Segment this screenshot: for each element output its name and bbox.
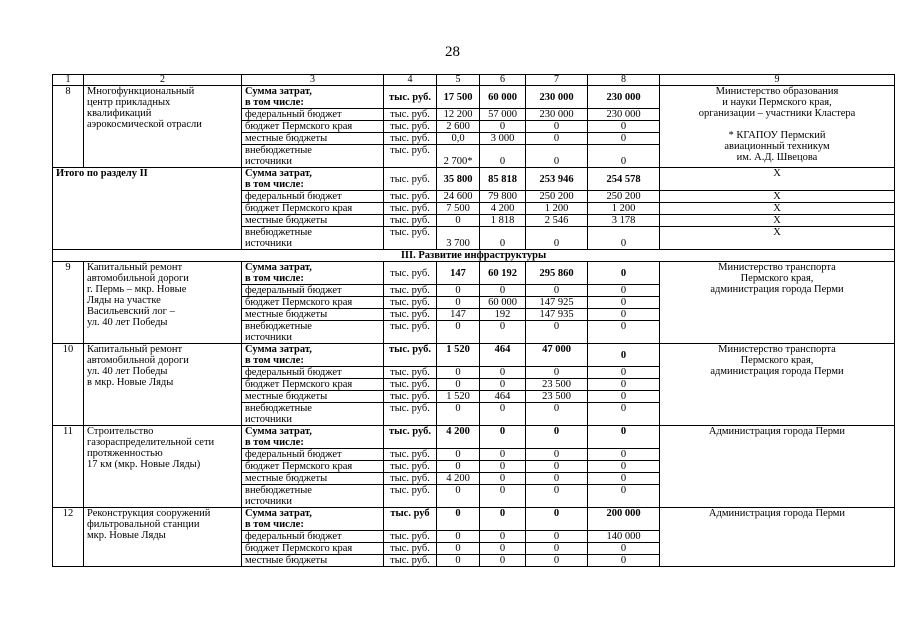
value-cell: 0,0: [437, 133, 480, 145]
value-cell: 0: [480, 485, 526, 508]
source-label: бюджет Пермского края: [242, 379, 384, 391]
value-cell: 2 546: [526, 215, 588, 227]
col-header: 4: [384, 75, 437, 86]
value-cell: 464: [480, 344, 526, 367]
sum-label: Сумма затрат, в том числе:: [242, 262, 384, 285]
value-cell: 0: [588, 379, 660, 391]
value-cell: 0: [588, 449, 660, 461]
unit: тыс. руб.: [384, 391, 437, 403]
value-cell: 1 200: [588, 203, 660, 215]
page-number: 28: [445, 44, 460, 60]
value-cell: 0: [480, 379, 526, 391]
value-cell: 192: [480, 309, 526, 321]
unit: тыс. руб.: [384, 485, 437, 508]
table-row: [53, 168, 895, 191]
value-cell: 0: [526, 321, 588, 344]
unit: тыс. руб.: [384, 262, 437, 285]
value-cell: 79 800: [480, 191, 526, 203]
source-label: бюджет Пермского края: [242, 461, 384, 473]
value-cell: 0: [480, 227, 526, 250]
value-cell: 230 000: [588, 86, 660, 109]
unit: тыс. руб.: [384, 449, 437, 461]
value-cell: 0: [437, 461, 480, 473]
value-cell: 4 200: [480, 203, 526, 215]
value-cell: 0: [526, 403, 588, 426]
source-label: внебюджетные источники: [242, 145, 384, 168]
col-header: 5: [437, 75, 480, 86]
value-cell: 230 000: [526, 109, 588, 121]
value-cell: 0: [437, 449, 480, 461]
value-cell: 1 520: [437, 344, 480, 367]
value-cell: 23 500: [526, 379, 588, 391]
value-cell: 0: [437, 531, 480, 543]
value-cell: 17 500: [437, 86, 480, 109]
project-name: Капитальный ремонт автомобильной дороги ул. 40 лет Победы в мкр. Новые Ляды: [84, 344, 242, 426]
source-label: федеральный бюджет: [242, 191, 384, 203]
value-cell: 147 925: [526, 297, 588, 309]
value-cell: 147: [437, 309, 480, 321]
sum-label: Сумма затрат, в том числе:: [242, 426, 384, 449]
value-cell: 0: [480, 543, 526, 555]
source-label: бюджет Пермского края: [242, 297, 384, 309]
value-cell: 47 000: [526, 344, 588, 367]
value-cell: 0: [480, 145, 526, 168]
source-label: бюджет Пермского края: [242, 121, 384, 133]
col-header: 6: [480, 75, 526, 86]
value-cell: 0: [526, 531, 588, 543]
sum-label: Сумма затрат, в том числе:: [242, 86, 384, 109]
unit: тыс. руб.: [384, 109, 437, 121]
row-number: 11: [53, 426, 84, 508]
responsible: Министерство транспорта Пермского края, администрация города Перми: [660, 344, 895, 426]
source-label: местные бюджеты: [242, 309, 384, 321]
value-cell: 0: [480, 367, 526, 379]
value-cell: 0: [480, 555, 526, 567]
value-cell: 0: [588, 285, 660, 297]
value-cell: 0: [480, 449, 526, 461]
col-header: 7: [526, 75, 588, 86]
value-cell: 0: [437, 215, 480, 227]
sum-label: Сумма затрат, в том числе:: [242, 168, 384, 191]
value-cell: 0: [480, 121, 526, 133]
value-cell: 0: [437, 403, 480, 426]
value-cell: 3 178: [588, 215, 660, 227]
value-cell: 0: [588, 391, 660, 403]
unit: тыс. руб.: [384, 555, 437, 567]
value-cell: 253 946: [526, 168, 588, 191]
value-cell: 85 818: [480, 168, 526, 191]
value-cell: 0: [588, 321, 660, 344]
value-cell: 0: [526, 473, 588, 485]
unit: тыс. руб.: [384, 285, 437, 297]
unit: тыс. руб.: [384, 121, 437, 133]
value-cell: 1 520: [437, 391, 480, 403]
value-cell: 0: [480, 285, 526, 297]
value-cell: 230 000: [588, 109, 660, 121]
unit: тыс. руб.: [384, 379, 437, 391]
value-cell: 0: [526, 367, 588, 379]
source-label: федеральный бюджет: [242, 531, 384, 543]
value-cell: 0: [526, 543, 588, 555]
value-cell: 464: [480, 391, 526, 403]
value-cell: 0: [588, 133, 660, 145]
unit: тыс. руб.: [384, 297, 437, 309]
table-row: [53, 508, 895, 531]
value-cell: 3 700: [437, 227, 480, 250]
value-cell: 0: [437, 285, 480, 297]
responsible: Администрация города Перми: [660, 426, 895, 508]
value-cell: 0: [588, 485, 660, 508]
value-cell: 4 200: [437, 473, 480, 485]
sum-label: Сумма затрат, в том числе:: [242, 508, 384, 531]
col-header: 3: [242, 75, 384, 86]
project-name: Строительство газораспределительной сети протяженностью 17 км (мкр. Новые Ляды): [84, 426, 242, 508]
value-cell: 0: [437, 543, 480, 555]
value-cell: 0: [588, 262, 660, 285]
value-cell: 0: [526, 121, 588, 133]
value-cell: 0: [480, 531, 526, 543]
responsible: Х: [660, 227, 895, 250]
value-cell: 0: [526, 227, 588, 250]
section-title: III. Развитие инфраструктуры: [53, 250, 895, 262]
value-cell: 0: [588, 297, 660, 309]
source-label: местные бюджеты: [242, 391, 384, 403]
value-cell: 57 000: [480, 109, 526, 121]
value-cell: 0: [588, 555, 660, 567]
responsible: Х: [660, 215, 895, 227]
col-header: 2: [84, 75, 242, 86]
value-cell: 35 800: [437, 168, 480, 191]
table-row: [53, 344, 895, 367]
value-cell: 200 000: [588, 508, 660, 531]
project-name: Многофункциональный центр прикладных квалификаций аэрокосмической отрасли: [84, 86, 242, 168]
value-cell: 0: [588, 426, 660, 449]
project-name: Реконструкция сооружений фильтровальной станции мкр. Новые Ляды: [84, 508, 242, 567]
unit: тыс. руб.: [384, 403, 437, 426]
value-cell: 0: [480, 426, 526, 449]
unit: тыс. руб.: [384, 367, 437, 379]
value-cell: 0: [437, 321, 480, 344]
value-cell: 0: [526, 461, 588, 473]
unit: тыс. руб.: [384, 461, 437, 473]
table-row: [53, 86, 895, 109]
value-cell: 0: [588, 227, 660, 250]
value-cell: 250 200: [526, 191, 588, 203]
value-cell: 24 600: [437, 191, 480, 203]
value-cell: 1 818: [480, 215, 526, 227]
unit: тыс. руб.: [384, 309, 437, 321]
unit: тыс. руб.: [384, 168, 437, 191]
table-row: [53, 262, 895, 285]
row-number: 8: [53, 86, 84, 168]
unit: тыс. руб.: [384, 145, 437, 168]
source-label: внебюджетные источники: [242, 403, 384, 426]
value-cell: 0: [437, 555, 480, 567]
source-label: внебюджетные источники: [242, 321, 384, 344]
unit: тыс. руб.: [384, 531, 437, 543]
value-cell: 0: [588, 461, 660, 473]
value-cell: 140 000: [588, 531, 660, 543]
unit: тыс. руб.: [384, 426, 437, 449]
value-cell: 0: [526, 285, 588, 297]
unit: тыс. руб.: [384, 321, 437, 344]
source-label: федеральный бюджет: [242, 285, 384, 297]
value-cell: 0: [437, 367, 480, 379]
source-label: внебюджетные источники: [242, 485, 384, 508]
value-cell: 2 600: [437, 121, 480, 133]
unit: тыс. руб.: [384, 473, 437, 485]
value-cell: 0: [526, 145, 588, 168]
project-name: Капитальный ремонт автомобильной дороги г. Пермь – мкр. Новые Ляды на участке Васильевский лог – ул. 40 лет Победы: [84, 262, 242, 344]
row-number: 12: [53, 508, 84, 567]
row-number: 10: [53, 344, 84, 426]
unit: тыс. руб.: [384, 86, 437, 109]
value-cell: 0: [588, 403, 660, 426]
column-number-row: [53, 75, 895, 86]
value-cell: 0: [588, 543, 660, 555]
value-cell: 2 700*: [437, 145, 480, 168]
value-cell: 295 860: [526, 262, 588, 285]
value-cell: 60 000: [480, 297, 526, 309]
value-cell: 0: [588, 367, 660, 379]
value-cell: 0: [437, 508, 480, 531]
source-label: местные бюджеты: [242, 215, 384, 227]
col-header: 9: [660, 75, 895, 86]
value-cell: 0: [480, 461, 526, 473]
unit: тыс. руб.: [384, 203, 437, 215]
value-cell: 0: [526, 485, 588, 508]
value-cell: 0: [526, 426, 588, 449]
responsible: Х: [660, 191, 895, 203]
unit: тыс. руб: [384, 508, 437, 531]
budget-table: [52, 74, 895, 567]
unit: тыс. руб.: [384, 344, 437, 367]
value-cell: 60 192: [480, 262, 526, 285]
value-cell: 60 000: [480, 86, 526, 109]
source-label: федеральный бюджет: [242, 449, 384, 461]
responsible: Министерство образования и науки Пермского края, организации – участники Кластера * КГАПОУ Пермский авиационный техникум им. А.Д. Швецова: [660, 86, 895, 168]
col-header: 8: [588, 75, 660, 86]
unit: тыс. руб.: [384, 133, 437, 145]
unit: тыс. руб.: [384, 543, 437, 555]
value-cell: 0: [588, 309, 660, 321]
section-header-row: [53, 250, 895, 262]
value-cell: 1 200: [526, 203, 588, 215]
value-cell: 0: [437, 485, 480, 508]
unit: тыс. руб.: [384, 191, 437, 203]
value-cell: 3 000: [480, 133, 526, 145]
col-header: 1: [53, 75, 84, 86]
value-cell: 250 200: [588, 191, 660, 203]
source-label: федеральный бюджет: [242, 109, 384, 121]
table-row: [53, 426, 895, 449]
value-cell: 0: [437, 297, 480, 309]
value-cell: 0: [588, 344, 660, 367]
sum-label: Сумма затрат, в том числе:: [242, 344, 384, 367]
source-label: местные бюджеты: [242, 473, 384, 485]
value-cell: 230 000: [526, 86, 588, 109]
value-cell: 147 935: [526, 309, 588, 321]
responsible: Х: [660, 203, 895, 215]
responsible: Администрация города Перми: [660, 508, 895, 567]
value-cell: 0: [526, 133, 588, 145]
source-label: бюджет Пермского края: [242, 543, 384, 555]
total-label: Итого по разделу II: [53, 168, 242, 250]
value-cell: 0: [526, 508, 588, 531]
value-cell: 0: [588, 473, 660, 485]
value-cell: 12 200: [437, 109, 480, 121]
source-label: местные бюджеты: [242, 555, 384, 567]
responsible: Х: [660, 168, 895, 191]
value-cell: 147: [437, 262, 480, 285]
source-label: местные бюджеты: [242, 133, 384, 145]
value-cell: 7 500: [437, 203, 480, 215]
source-label: бюджет Пермского края: [242, 203, 384, 215]
value-cell: 0: [480, 403, 526, 426]
value-cell: 0: [480, 508, 526, 531]
row-number: 9: [53, 262, 84, 344]
value-cell: 23 500: [526, 391, 588, 403]
unit: тыс. руб.: [384, 227, 437, 250]
value-cell: 4 200: [437, 426, 480, 449]
responsible: Министерство транспорта Пермского края, администрация города Перми: [660, 262, 895, 344]
unit: тыс. руб.: [384, 215, 437, 227]
value-cell: 0: [480, 473, 526, 485]
value-cell: 0: [526, 449, 588, 461]
value-cell: 254 578: [588, 168, 660, 191]
value-cell: 0: [588, 121, 660, 133]
source-label: федеральный бюджет: [242, 367, 384, 379]
source-label: внебюджетные источники: [242, 227, 384, 250]
value-cell: 0: [437, 379, 480, 391]
value-cell: 0: [526, 555, 588, 567]
value-cell: 0: [588, 145, 660, 168]
value-cell: 0: [480, 321, 526, 344]
